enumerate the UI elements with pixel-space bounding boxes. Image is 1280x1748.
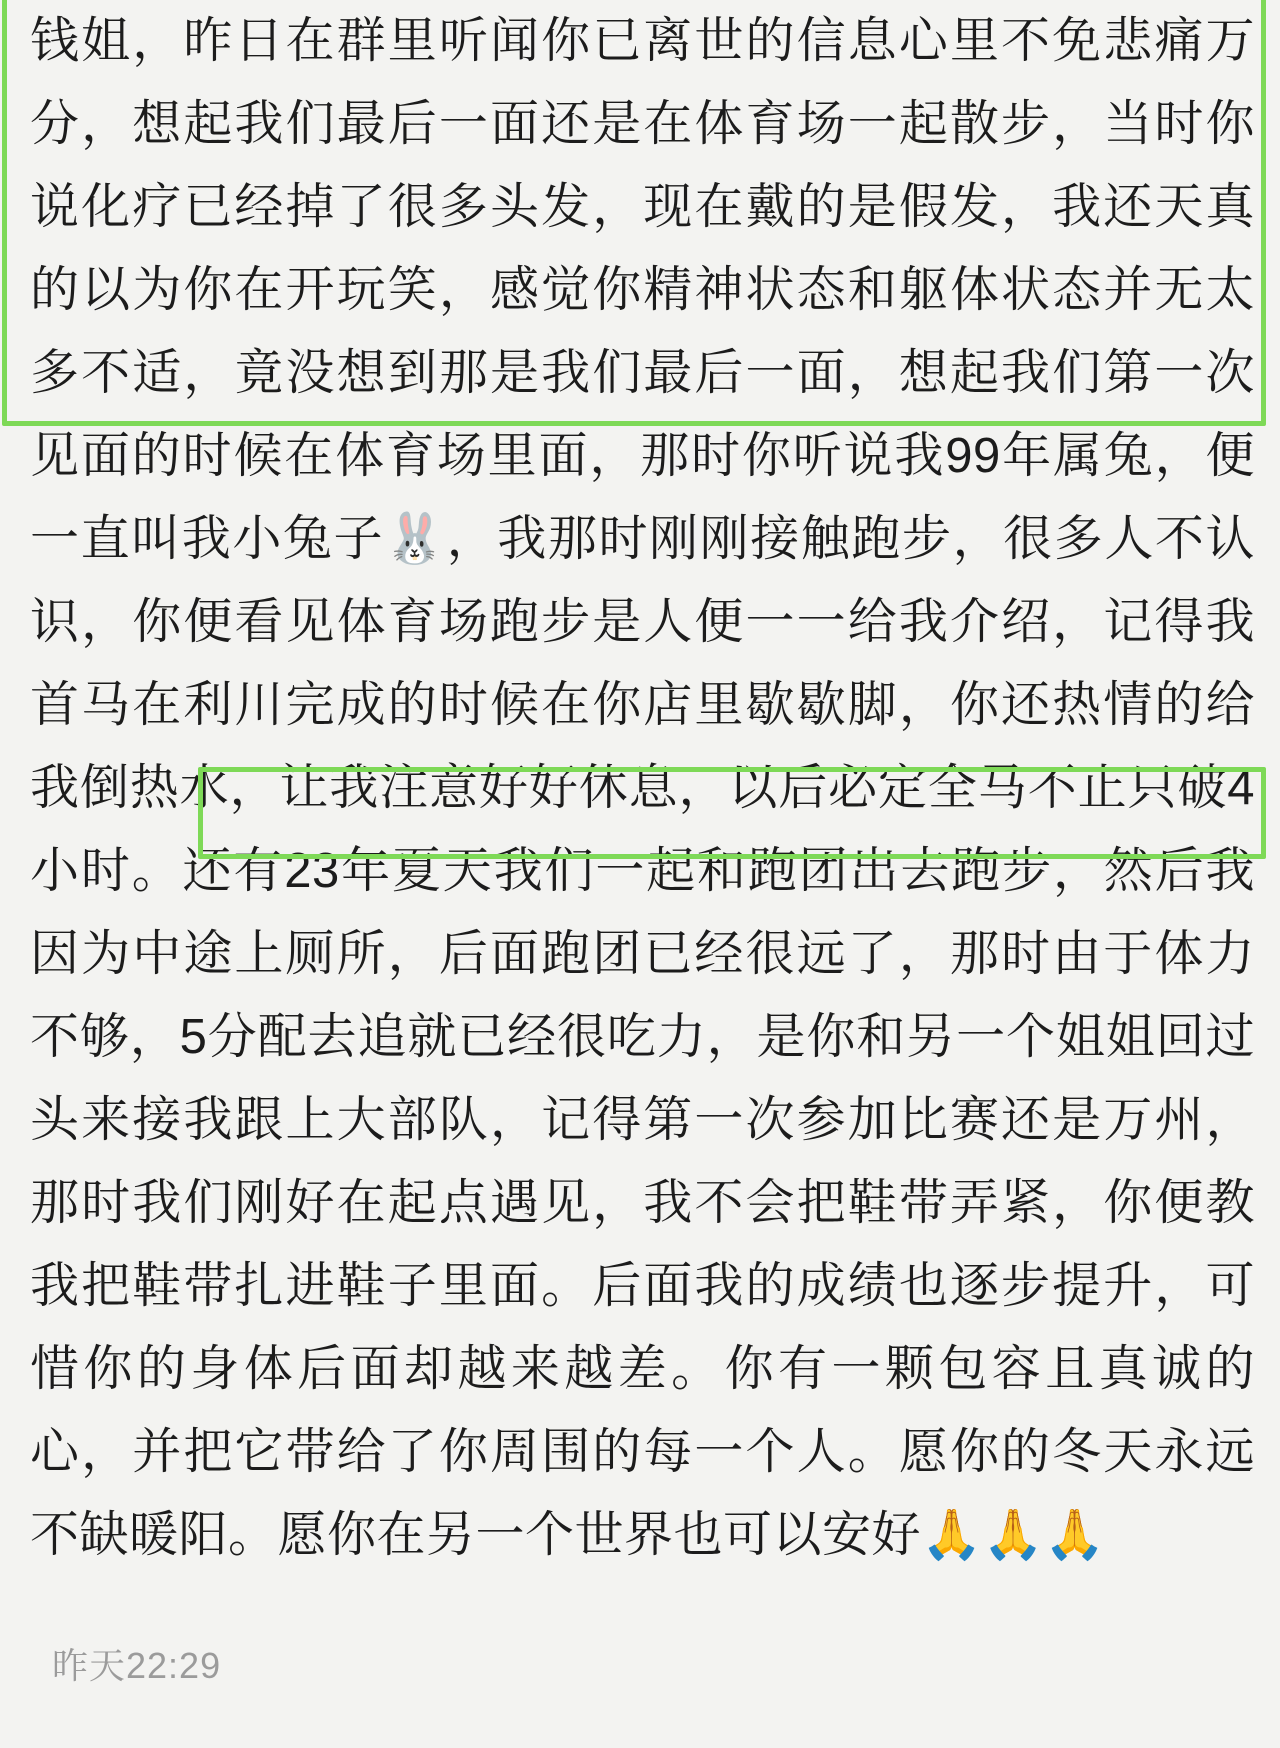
message-text: 钱姐，昨日在群里听闻你已离世的信息心里不免悲痛万分，想起我们最后一面还是在体育场一起散步，当时你说化疗已经掉了很多头发，现在戴的是假发，我还天真的以为你在开玩笑，感觉你精神状态和躯体状态并无太多不适，竟没想到那是我们最后一面，想起我们第一次见面的时候在体育场里面，那时你听说我99年属兔，便一直叫我小兔子🐰，我那时刚刚接触跑步，很多人不认识，你便看见体育场跑步是人便一一给我介绍，记得我首马在利川完成的时候在你店里歇歇脚，你还热情的给我倒热水，让我注意好好休息，以后必定全马不止只破4小时。还有23年夏天我们一起和跑团出去跑步，然后我因为中途上厕所，后面跑团已经很远了，那时由于体力不够，5分配去追就已经很吃力，是你和另一个姐姐回过头来接我跟上大部队，记得第一次参加比赛还是万州，那时我们刚好在起点遇见，我不会把鞋带弄紧，你便教我把鞋带扎进鞋子里面。后面我的成绩也逐步提升，可惜你的身体后面却越来越差。你有一颗包容且真诚的心，并把它带给了你周围的每一个人。愿你的冬天永远不缺暖阳。愿你在另一个世界也可以安好🙏🙏🙏 xyxy=(30,14,1255,1562)
message-timestamp: 昨天22:29 xyxy=(52,1645,222,1686)
